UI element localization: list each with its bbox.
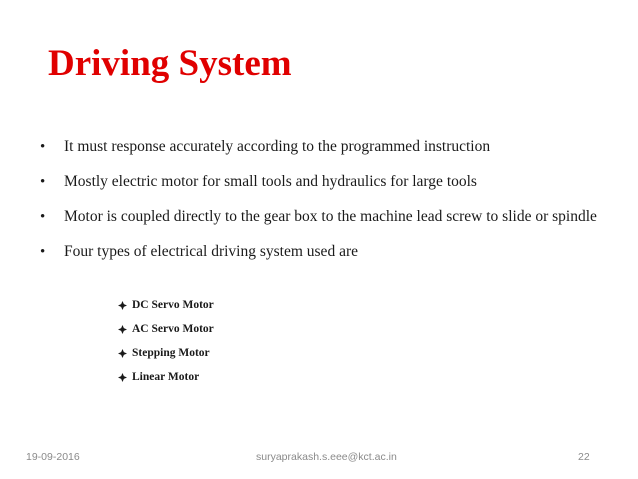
bullet-item xyxy=(40,241,600,263)
footer-page-number: 22 xyxy=(578,451,590,463)
sub-item xyxy=(118,346,214,360)
bullet-text: Mostly electric motor for small tools and hydraulics for large tools xyxy=(64,173,477,190)
sub-item-text: Stepping Motor xyxy=(132,347,210,359)
bullet-list xyxy=(40,136,600,276)
bullet-text: Four types of electrical driving system used are xyxy=(64,243,358,260)
footer-date: 19-09-2016 xyxy=(26,451,80,463)
bullet-item xyxy=(40,206,600,228)
bullet-text: Motor is coupled directly to the gear box to the machine lead screw to slide or spindle xyxy=(64,208,597,225)
bullet-item xyxy=(40,171,600,193)
bullet-item xyxy=(40,136,600,158)
sub-item-list xyxy=(118,298,214,394)
bullet-text: It must response accurately according to the programmed instruction xyxy=(64,138,491,155)
four-diamond-icon xyxy=(118,349,127,358)
four-diamond-icon xyxy=(118,325,127,334)
sub-item-text: AC Servo Motor xyxy=(132,323,214,335)
sub-item xyxy=(118,370,214,384)
sub-item-text: DC Servo Motor xyxy=(132,299,214,311)
footer-email: suryaprakash.s.eee@kct.ac.in xyxy=(256,451,397,463)
sub-item-text: Linear Motor xyxy=(132,371,200,383)
sub-item xyxy=(118,322,214,336)
four-diamond-icon xyxy=(118,301,127,310)
four-diamond-icon xyxy=(118,373,127,382)
bullet-marker: • xyxy=(40,244,46,260)
sub-item xyxy=(118,298,214,312)
slide-title: Driving System xyxy=(48,43,292,84)
bullet-marker: • xyxy=(40,139,46,155)
bullet-marker: • xyxy=(40,174,46,190)
bullet-marker: • xyxy=(40,209,46,225)
